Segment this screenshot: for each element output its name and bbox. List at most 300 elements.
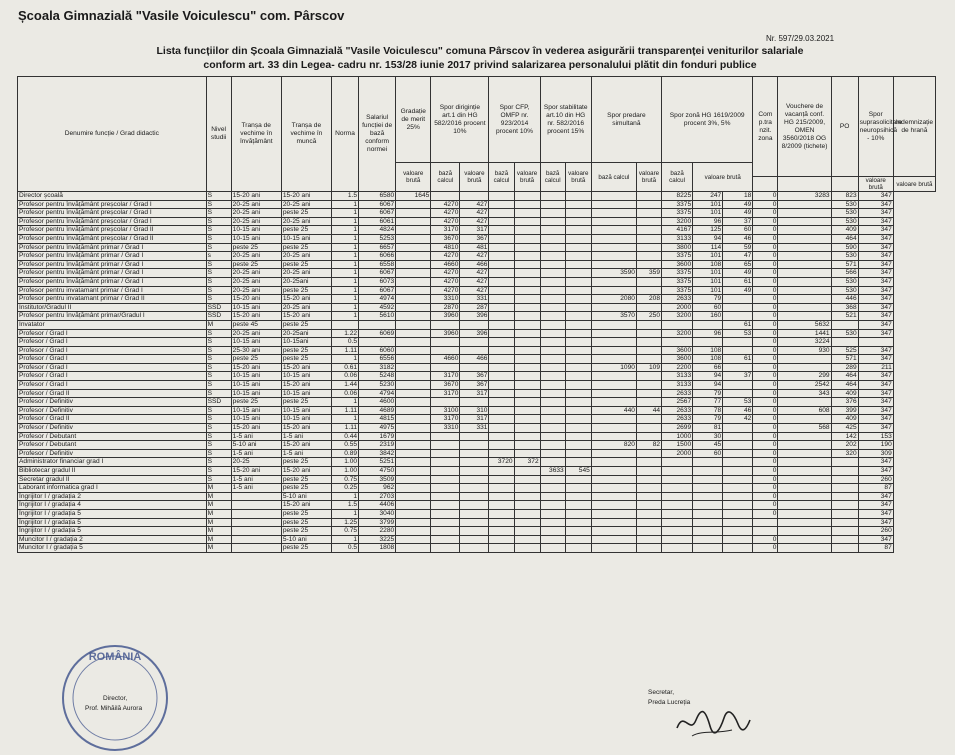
cell-cfp-base xyxy=(489,544,514,553)
cell-commute: 49 xyxy=(723,286,753,295)
cell-simultaneous-gross xyxy=(636,527,661,536)
cell-tranche-work: peste 25 xyxy=(281,346,331,355)
cell-stability-gross xyxy=(565,260,591,269)
cell-studies: SSD xyxy=(206,398,231,407)
table-row xyxy=(18,192,936,201)
cell-diriginte-gross: 287 xyxy=(460,303,489,312)
cell-branch-gross: 347 xyxy=(858,234,893,243)
cell-stability-base xyxy=(540,277,565,286)
cell-norm: 1.5 xyxy=(331,192,358,201)
cell-vouchers: 0 xyxy=(753,424,778,433)
cell-tranche-teaching: 20-25 ani xyxy=(231,252,281,261)
cell-function: Îngrijitor I / gradația 4 xyxy=(18,501,207,510)
cell-vouchers: 0 xyxy=(753,398,778,407)
cell-zone-base: 3133 xyxy=(662,234,693,243)
cell-zone-gross xyxy=(693,518,723,527)
cell-diriginte-base: 4270 xyxy=(431,269,460,278)
cell-tranche-work: 15-20 ani xyxy=(281,312,331,321)
cell-diriginte-base: 2870 xyxy=(431,303,460,312)
cell-stability-base xyxy=(540,527,565,536)
cell-diriginte-base xyxy=(431,509,460,518)
cell-tranche-work: peste 25 xyxy=(281,475,331,484)
cell-diriginte-base: 3170 xyxy=(431,415,460,424)
cell-zone-base: 3133 xyxy=(662,372,693,381)
cell-po xyxy=(778,544,831,553)
cell-vouchers: 0 xyxy=(753,243,778,252)
cell-vouchers: 0 xyxy=(753,535,778,544)
director-name: Prof. Mihăilă Aurora xyxy=(85,705,143,712)
cell-simultaneous-base xyxy=(591,192,636,201)
cell-function: Profesor pentru învățământ preșcolar / Grad II xyxy=(18,226,207,235)
cell-tranche-teaching xyxy=(231,544,281,553)
table-row xyxy=(18,432,936,441)
cell-stability-gross xyxy=(565,484,591,493)
cell-vouchers: 0 xyxy=(753,509,778,518)
cell-studies: S xyxy=(206,226,231,235)
cell-tranche-work: peste 25 xyxy=(281,320,331,329)
cell-cfp-gross xyxy=(514,338,540,347)
cell-function: Profesor / Debutant xyxy=(18,441,207,450)
cell-diriginte-gross xyxy=(460,346,489,355)
cell-function: Îngrijitor I / gradația 5 xyxy=(18,509,207,518)
cell-simultaneous-base xyxy=(591,424,636,433)
cell-tranche-work: peste 25 xyxy=(281,243,331,252)
cell-commute xyxy=(723,458,753,467)
cell-diriginte-base xyxy=(431,518,460,527)
cell-tranche-teaching: 10-15 ani xyxy=(231,372,281,381)
cell-merit-gross xyxy=(396,200,431,209)
sub-neuro-gross: valoare brută xyxy=(858,177,893,192)
cell-cfp-base xyxy=(489,200,514,209)
cell-neuro-gross: 289 xyxy=(831,363,858,372)
cell-diriginte-base xyxy=(431,449,460,458)
cell-stability-base xyxy=(540,415,565,424)
cell-function: Profesor / Grad I xyxy=(18,372,207,381)
cell-commute xyxy=(723,467,753,476)
cell-stability-base xyxy=(540,363,565,372)
cell-po xyxy=(778,286,831,295)
cell-commute xyxy=(723,432,753,441)
cell-zone-gross: 60 xyxy=(693,449,723,458)
cell-branch-gross: 347 xyxy=(858,226,893,235)
cell-base-salary: 962 xyxy=(359,484,396,493)
cell-stability-gross xyxy=(565,432,591,441)
cell-po: 3224 xyxy=(778,338,831,347)
cell-neuro-gross xyxy=(831,492,858,501)
cell-cfp-base xyxy=(489,355,514,364)
cell-diriginte-gross xyxy=(460,527,489,536)
cell-diriginte-base: 4660 xyxy=(431,260,460,269)
cell-cfp-base xyxy=(489,492,514,501)
cell-vouchers: 0 xyxy=(753,209,778,218)
cell-merit-gross xyxy=(396,252,431,261)
cell-simultaneous-gross xyxy=(636,415,661,424)
cell-diriginte-base: 3670 xyxy=(431,234,460,243)
cell-cfp-base xyxy=(489,312,514,321)
cell-simultaneous-gross xyxy=(636,260,661,269)
cell-po xyxy=(778,217,831,226)
cell-cfp-base xyxy=(489,320,514,329)
cell-studies: SSD xyxy=(206,303,231,312)
table-row xyxy=(18,355,936,364)
cell-neuro-gross xyxy=(831,475,858,484)
cell-studies: S xyxy=(206,329,231,338)
cell-simultaneous-gross xyxy=(636,509,661,518)
cell-zone-base xyxy=(662,458,693,467)
cell-simultaneous-gross: 109 xyxy=(636,363,661,372)
cell-norm: 0.75 xyxy=(331,475,358,484)
cell-studies: S xyxy=(206,192,231,201)
cell-simultaneous-base: 440 xyxy=(591,406,636,415)
cell-tranche-work: peste 25 xyxy=(281,286,331,295)
cell-branch-gross: 87 xyxy=(858,484,893,493)
cell-simultaneous-base xyxy=(591,398,636,407)
cell-simultaneous-gross xyxy=(636,424,661,433)
cell-stability-gross xyxy=(565,192,591,201)
cell-stability-gross xyxy=(565,200,591,209)
cell-zone-gross: 77 xyxy=(693,398,723,407)
cell-commute: 65 xyxy=(723,260,753,269)
cell-po xyxy=(778,234,831,243)
cell-zone-base: 3600 xyxy=(662,346,693,355)
cell-diriginte-base xyxy=(431,338,460,347)
cell-zone-base: 3200 xyxy=(662,217,693,226)
cell-stability-gross xyxy=(565,406,591,415)
cell-stability-base xyxy=(540,346,565,355)
sub-sim-base: bază calcul xyxy=(591,163,636,192)
cell-commute: 49 xyxy=(723,269,753,278)
cell-diriginte-base: 4270 xyxy=(431,200,460,209)
cell-tranche-teaching: 10-15 ani xyxy=(231,338,281,347)
cell-diriginte-gross xyxy=(460,458,489,467)
cell-vouchers: 0 xyxy=(753,329,778,338)
cell-zone-base xyxy=(662,544,693,553)
cell-commute: 60 xyxy=(723,226,753,235)
cell-po xyxy=(778,363,831,372)
cell-zone-gross xyxy=(693,338,723,347)
cell-studies: S xyxy=(206,363,231,372)
cell-base-salary: 6069 xyxy=(359,329,396,338)
cell-cfp-gross xyxy=(514,295,540,304)
cell-function: Profesor / Definitiv xyxy=(18,424,207,433)
cell-stability-base xyxy=(540,544,565,553)
cell-diriginte-gross xyxy=(460,398,489,407)
cell-simultaneous-gross: 82 xyxy=(636,441,661,450)
cell-po xyxy=(778,449,831,458)
cell-diriginte-base: 3100 xyxy=(431,406,460,415)
cell-vouchers: 0 xyxy=(753,200,778,209)
cell-branch-gross: 260 xyxy=(858,475,893,484)
cell-studies: S xyxy=(206,389,231,398)
cell-diriginte-gross: 317 xyxy=(460,226,489,235)
cell-tranche-work: 10-15 ani xyxy=(281,415,331,424)
cell-norm xyxy=(331,320,358,329)
cell-zone-gross xyxy=(693,320,723,329)
cell-zone-base: 3200 xyxy=(662,329,693,338)
cell-norm: 1 xyxy=(331,217,358,226)
cell-function: Profesor / Grad I xyxy=(18,355,207,364)
cell-branch-gross: 347 xyxy=(858,535,893,544)
cell-commute xyxy=(723,441,753,450)
cell-function: Profesor pentru invatamant primar / Grad I xyxy=(18,286,207,295)
cell-commute: 46 xyxy=(723,234,753,243)
cell-diriginte-base xyxy=(431,441,460,450)
cell-zone-base: 3600 xyxy=(662,355,693,364)
cell-stability-gross xyxy=(565,518,591,527)
cell-base-salary: 4824 xyxy=(359,226,396,235)
cell-studies: S xyxy=(206,441,231,450)
cell-diriginte-base: 3170 xyxy=(431,389,460,398)
col-zone: Spor zonă HG 1619/2009 procent 3%, 5% xyxy=(662,77,753,163)
table-row xyxy=(18,226,936,235)
cell-neuro-gross: 464 xyxy=(831,372,858,381)
cell-zone-base: 3375 xyxy=(662,200,693,209)
cell-simultaneous-base xyxy=(591,226,636,235)
cell-zone-base: 2000 xyxy=(662,303,693,312)
sub-stab-base: bază calcul xyxy=(540,163,565,192)
cell-commute: 61 xyxy=(723,277,753,286)
cell-neuro-gross: 530 xyxy=(831,200,858,209)
cell-po xyxy=(778,295,831,304)
cell-vouchers: 0 xyxy=(753,406,778,415)
cell-zone-gross: 96 xyxy=(693,329,723,338)
col-cfp: Spor CFP, OMFP nr. 923/2014 procent 10% xyxy=(489,77,540,163)
cell-cfp-base xyxy=(489,295,514,304)
cell-branch-gross: 347 xyxy=(858,295,893,304)
cell-simultaneous-base xyxy=(591,527,636,536)
cell-studies: S xyxy=(206,355,231,364)
cell-diriginte-gross: 427 xyxy=(460,200,489,209)
cell-po xyxy=(778,260,831,269)
cell-stability-gross xyxy=(565,338,591,347)
cell-function: Profesor / Definitiv xyxy=(18,398,207,407)
table-row xyxy=(18,509,936,518)
cell-tranche-work: peste 25 xyxy=(281,518,331,527)
cell-po xyxy=(778,501,831,510)
cell-branch-gross: 347 xyxy=(858,509,893,518)
cell-simultaneous-base xyxy=(591,492,636,501)
cell-stability-gross xyxy=(565,269,591,278)
cell-simultaneous-gross xyxy=(636,277,661,286)
cell-function: Secretar gradul II xyxy=(18,475,207,484)
cell-norm: 1 xyxy=(331,277,358,286)
cell-neuro-gross xyxy=(831,338,858,347)
cell-commute xyxy=(723,346,753,355)
sub-cfp-base: bază calcul xyxy=(489,163,514,192)
cell-diriginte-gross: 427 xyxy=(460,286,489,295)
cell-neuro-gross: 566 xyxy=(831,269,858,278)
cell-commute: 37 xyxy=(723,372,753,381)
cell-commute xyxy=(723,501,753,510)
cell-diriginte-gross: 427 xyxy=(460,269,489,278)
cell-branch-gross: 347 xyxy=(858,252,893,261)
cell-base-salary: 3225 xyxy=(359,535,396,544)
cell-base-salary: 6067 xyxy=(359,209,396,218)
cell-tranche-work: 10-15ani xyxy=(281,338,331,347)
cell-stability-base xyxy=(540,509,565,518)
cell-zone-base: 3375 xyxy=(662,286,693,295)
cell-studies: M xyxy=(206,320,231,329)
cell-cfp-base xyxy=(489,209,514,218)
table-row xyxy=(18,338,936,347)
cell-zone-base xyxy=(662,527,693,536)
cell-neuro-gross: 464 xyxy=(831,234,858,243)
cell-tranche-work: 15-20 ani xyxy=(281,363,331,372)
school-name: Școala Gimnazială "Vasile Voiculescu" com. Pârscov xyxy=(18,8,345,23)
cell-diriginte-base xyxy=(431,432,460,441)
table-row xyxy=(18,286,936,295)
cell-tranche-teaching: 1-5 ani xyxy=(231,432,281,441)
cell-po xyxy=(778,226,831,235)
cell-cfp-gross xyxy=(514,441,540,450)
cell-merit-gross xyxy=(396,389,431,398)
cell-branch-gross: 347 xyxy=(858,303,893,312)
cell-studies: S xyxy=(206,286,231,295)
cell-merit-gross xyxy=(396,458,431,467)
cell-neuro-gross: 320 xyxy=(831,449,858,458)
cell-diriginte-gross: 427 xyxy=(460,217,489,226)
cell-stability-gross xyxy=(565,320,591,329)
cell-commute xyxy=(723,381,753,390)
cell-stability-base xyxy=(540,338,565,347)
cell-zone-gross: 81 xyxy=(693,424,723,433)
cell-po: 608 xyxy=(778,406,831,415)
cell-tranche-work: 5-10 ani xyxy=(281,492,331,501)
cell-norm: 0.75 xyxy=(331,527,358,536)
cell-vouchers: 0 xyxy=(753,192,778,201)
cell-simultaneous-gross xyxy=(636,217,661,226)
cell-cfp-gross xyxy=(514,312,540,321)
cell-diriginte-base xyxy=(431,320,460,329)
cell-diriginte-gross xyxy=(460,441,489,450)
cell-diriginte-gross: 331 xyxy=(460,424,489,433)
cell-cfp-gross xyxy=(514,234,540,243)
cell-base-salary: 6061 xyxy=(359,217,396,226)
cell-stability-base xyxy=(540,381,565,390)
cell-merit-gross xyxy=(396,449,431,458)
cell-base-salary: 4815 xyxy=(359,415,396,424)
cell-stability-base xyxy=(540,406,565,415)
cell-simultaneous-base xyxy=(591,252,636,261)
cell-neuro-gross xyxy=(831,527,858,536)
cell-cfp-gross xyxy=(514,535,540,544)
cell-norm: 0.06 xyxy=(331,372,358,381)
cell-zone-gross: 101 xyxy=(693,277,723,286)
cell-stability-gross xyxy=(565,346,591,355)
cell-zone-base xyxy=(662,535,693,544)
cell-tranche-teaching: 15-20 ani xyxy=(231,312,281,321)
cell-diriginte-gross xyxy=(460,484,489,493)
cell-studies: M xyxy=(206,527,231,536)
cell-zone-base xyxy=(662,518,693,527)
cell-stability-gross xyxy=(565,398,591,407)
cell-simultaneous-base: 1090 xyxy=(591,363,636,372)
cell-stability-gross xyxy=(565,544,591,553)
cell-tranche-teaching xyxy=(231,535,281,544)
cell-po xyxy=(778,432,831,441)
cell-po xyxy=(778,277,831,286)
cell-po xyxy=(778,484,831,493)
cell-zone-gross: 66 xyxy=(693,363,723,372)
cell-tranche-work: 10-15 ani xyxy=(281,406,331,415)
cell-stability-base xyxy=(540,320,565,329)
cell-cfp-gross xyxy=(514,320,540,329)
cell-tranche-work: 1-5 ani xyxy=(281,449,331,458)
cell-simultaneous-base xyxy=(591,260,636,269)
cell-simultaneous-gross xyxy=(636,535,661,544)
cell-norm: 1.11 xyxy=(331,406,358,415)
cell-tranche-work: 15-20 ani xyxy=(281,295,331,304)
cell-zone-gross xyxy=(693,492,723,501)
table-row xyxy=(18,346,936,355)
cell-po xyxy=(778,475,831,484)
cell-vouchers xyxy=(753,527,778,536)
cell-po: 1441 xyxy=(778,329,831,338)
cell-stability-gross xyxy=(565,475,591,484)
cell-simultaneous-base xyxy=(591,303,636,312)
director-label: Director, xyxy=(103,695,128,702)
table-row xyxy=(18,363,936,372)
cell-function: Laborant informatica grad I xyxy=(18,484,207,493)
cell-base-salary: 3509 xyxy=(359,475,396,484)
cell-commute: 37 xyxy=(723,217,753,226)
cell-tranche-work: 20-25 ani xyxy=(281,269,331,278)
cell-stability-base xyxy=(540,252,565,261)
cell-merit-gross xyxy=(396,303,431,312)
cell-tranche-teaching: 10-15 ani xyxy=(231,415,281,424)
cell-simultaneous-base xyxy=(591,484,636,493)
cell-cfp-base xyxy=(489,303,514,312)
col-neuro: Spor suprasolicitare neuropsihică - 10% xyxy=(858,77,893,177)
cell-commute: 59 xyxy=(723,243,753,252)
cell-norm: 1.44 xyxy=(331,381,358,390)
cell-norm: 1 xyxy=(331,226,358,235)
cell-tranche-teaching: 20-25 ani xyxy=(231,209,281,218)
cell-merit-gross xyxy=(396,527,431,536)
cell-diriginte-gross xyxy=(460,320,489,329)
cell-neuro-gross: 446 xyxy=(831,295,858,304)
cell-po xyxy=(778,415,831,424)
cell-function: Profesor pentru învățământ primar / Grad I xyxy=(18,252,207,261)
cell-cfp-gross xyxy=(514,226,540,235)
cell-tranche-work: peste 25 xyxy=(281,527,331,536)
cell-diriginte-gross: 466 xyxy=(460,355,489,364)
cell-cfp-base xyxy=(489,527,514,536)
cell-diriginte-gross: 396 xyxy=(460,329,489,338)
cell-zone-gross xyxy=(693,458,723,467)
cell-simultaneous-gross xyxy=(636,200,661,209)
cell-studies: S xyxy=(206,260,231,269)
cell-cfp-base xyxy=(489,535,514,544)
cell-studies: M xyxy=(206,492,231,501)
cell-po: 2542 xyxy=(778,381,831,390)
cell-stability-base xyxy=(540,234,565,243)
cell-cfp-gross xyxy=(514,544,540,553)
cell-base-salary: 6657 xyxy=(359,243,396,252)
cell-merit-gross xyxy=(396,441,431,450)
cell-zone-base: 2000 xyxy=(662,449,693,458)
cell-studies: M xyxy=(206,484,231,493)
cell-diriginte-gross xyxy=(460,363,489,372)
cell-cfp-base xyxy=(489,338,514,347)
cell-stability-base xyxy=(540,303,565,312)
cell-base-salary: 6073 xyxy=(359,277,396,286)
cell-branch-gross: 87 xyxy=(858,544,893,553)
cell-branch-gross: 347 xyxy=(858,209,893,218)
cell-commute: 47 xyxy=(723,252,753,261)
cell-tranche-work: 15-20 ani xyxy=(281,501,331,510)
cell-stability-base xyxy=(540,518,565,527)
